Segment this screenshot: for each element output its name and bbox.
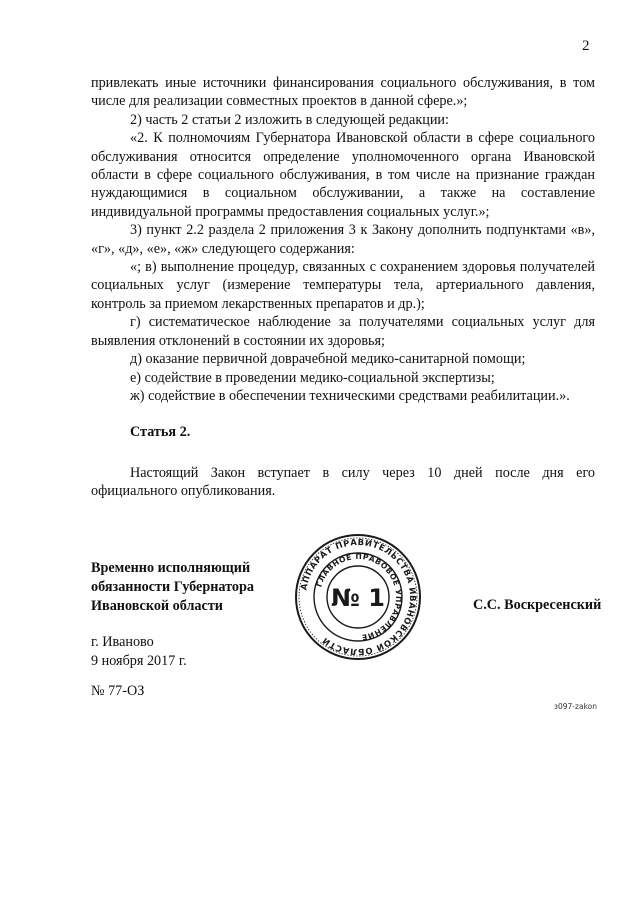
paragraph-5: «; в) выполнение процедур, связанных с сохранением здоровья получателей социальных услуг (измерение температуры тела, артериального давления, контроль за приемом лекарственных препаратов и др.); — [91, 259, 595, 312]
seal-outer-text: АППАРАТ ПРАВИТЕЛЬСТВА ИВАНОВСКОЙ ОБЛАСТИ — [298, 536, 419, 658]
seal-inner-text: ГЛАВНОЕ ПРАВОВОЕ УПРАВЛЕНИЕ — [314, 551, 404, 642]
place: г. Иваново — [91, 634, 154, 650]
paragraph-1: привлекать иные источники финансирования социального обслуживания, в том числе для реализации совместных проектов в данной сфере.»; — [91, 75, 595, 110]
date: 9 ноября 2017 г. — [91, 653, 187, 669]
article-text: Настоящий Закон вступает в силу через 10 дней после дня его официального опубликования. — [91, 464, 595, 500]
paragraph-8: е) содействие в проведении медико-социальной экспертизы; — [130, 369, 495, 386]
signature-title-line-1: Временно исполняющий — [91, 560, 251, 576]
document-code: з097-zakon — [554, 702, 597, 711]
paragraph-9: ж) содействие в обеспечении техническими средствами реабилитации.». — [130, 387, 570, 404]
law-number: № 77-ОЗ — [91, 683, 145, 699]
paragraph-3: «2. К полномочиям Губернатора Ивановской области в сфере социального обслуживания относится определение уполномоченного органа Ивановской области в сфере социального обслуживания, в том числе на признание граждан нуждающимися в социальном обслуживании, а также на составление индивидуальной программы предоставления социальных услуг.»; — [91, 130, 595, 220]
document-body — [91, 74, 595, 501]
signature-title-line-2: обязанности Губернатора — [91, 579, 254, 595]
official-seal-icon — [294, 533, 422, 661]
article-heading: Статья 2. — [130, 424, 191, 441]
seal-center-text: № 1 — [331, 584, 385, 612]
paragraph-7: д) оказание первичной доврачебной медико-санитарной помощи; — [130, 351, 526, 368]
signature-title-line-3: Ивановской области — [91, 598, 223, 614]
paragraph-4: 3) пункт 2.2 раздела 2 приложения 3 к Закону дополнить подпунктами «в», «г», «д», «е», «ж» следующего содержания: — [91, 222, 595, 257]
signatory-name: С.С. Воскресенский — [473, 597, 602, 613]
signature-title — [91, 559, 254, 616]
paragraph-2: 2) часть 2 статьи 2 изложить в следующей редакции: — [130, 111, 449, 128]
page-number: 2 — [582, 38, 590, 54]
paragraph-6: г) систематическое наблюдение за получателями социальных услуг для выявления отклонений в состоянии их здоровья; — [91, 314, 595, 349]
place-date — [91, 633, 187, 671]
